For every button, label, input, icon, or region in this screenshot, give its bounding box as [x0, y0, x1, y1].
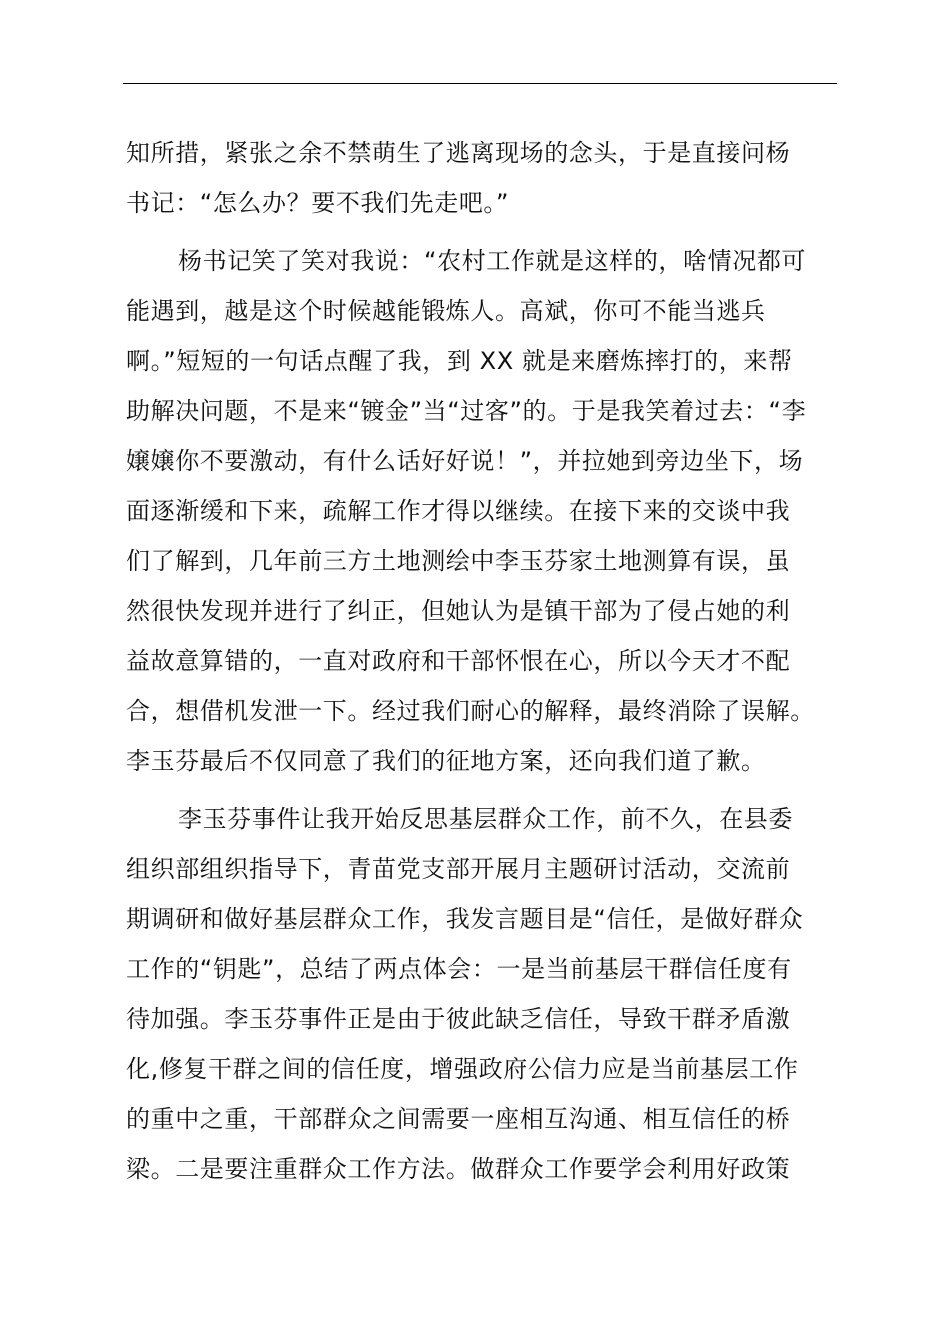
text-line: 们了解到，几年前三方土地测绘中李玉芬家土地测算有误，虽: [126, 547, 791, 575]
text-line: 助解决问题，不是来“镀金”当“过客”的。于是我笑着过去：“李: [126, 397, 807, 425]
text-line: 面逐渐缓和下来，疏解工作才得以继续。在接下来的交谈中我: [126, 497, 791, 525]
text-line: 期调研和做好基层群众工作，我发言题目是“信任，是做好群众: [126, 905, 804, 933]
text-line: 杨书记笑了笑对我说：“农村工作就是这样的，啥情况都可: [178, 247, 807, 275]
text-line: 书记：“怎么办？要不我们先走吧。”: [126, 189, 510, 217]
text-line: 组织部组织指导下，青苗党支部开展月主题研讨活动，交流前: [126, 855, 791, 883]
text-line: 化,修复干群之间的信任度，增强政府公信力应是当前基层工作: [126, 1055, 799, 1083]
body-text: [126, 128, 846, 1194]
text-line: 的重中之重，干部群众之间需要一座相互沟通、相互信任的桥: [126, 1105, 791, 1133]
paragraph-2: [126, 236, 846, 786]
text-line: 梁。二是要注重群众工作方法。做群众工作要学会利用好政策: [126, 1155, 791, 1183]
header-rule: [123, 83, 837, 84]
text-line: 工作的“钥匙”，总结了两点体会：一是当前基层干群信任度有: [126, 955, 792, 983]
paragraph-3: [126, 794, 846, 1194]
text-line: 李玉芬最后不仅同意了我们的征地方案，还向我们道了歉。: [126, 747, 766, 775]
text-line: 合，想借机发泄一下。经过我们耐心的解释，最终消除了误解。: [126, 697, 815, 725]
text-line: 嬢嬢你不要激动，有什么话好好说！”，并拉她到旁边坐下，场: [126, 447, 804, 475]
text-line: 待加强。李玉芬事件正是由于彼此缺乏信任，导致干群矛盾激: [126, 1005, 791, 1033]
text-line: 能遇到，越是这个时候越能锻炼人。高斌，你可不能当逃兵: [126, 297, 766, 325]
text-line: 然很快发现并进行了纠正，但她认为是镇干部为了侵占她的利: [126, 597, 791, 625]
text-line: 益故意算错的，一直对政府和干部怀恨在心，所以今天才不配: [126, 647, 791, 675]
paragraph-1: [126, 128, 846, 228]
text-line: 啊。”短短的一句话点醒了我，到 XX 就是来磨炼摔打的，来帮: [126, 347, 793, 375]
text-line: 知所措，紧张之余不禁萌生了逃离现场的念头，于是直接问杨: [126, 139, 791, 167]
text-line: 李玉芬事件让我开始反思基层群众工作，前不久，在县委: [178, 805, 793, 833]
